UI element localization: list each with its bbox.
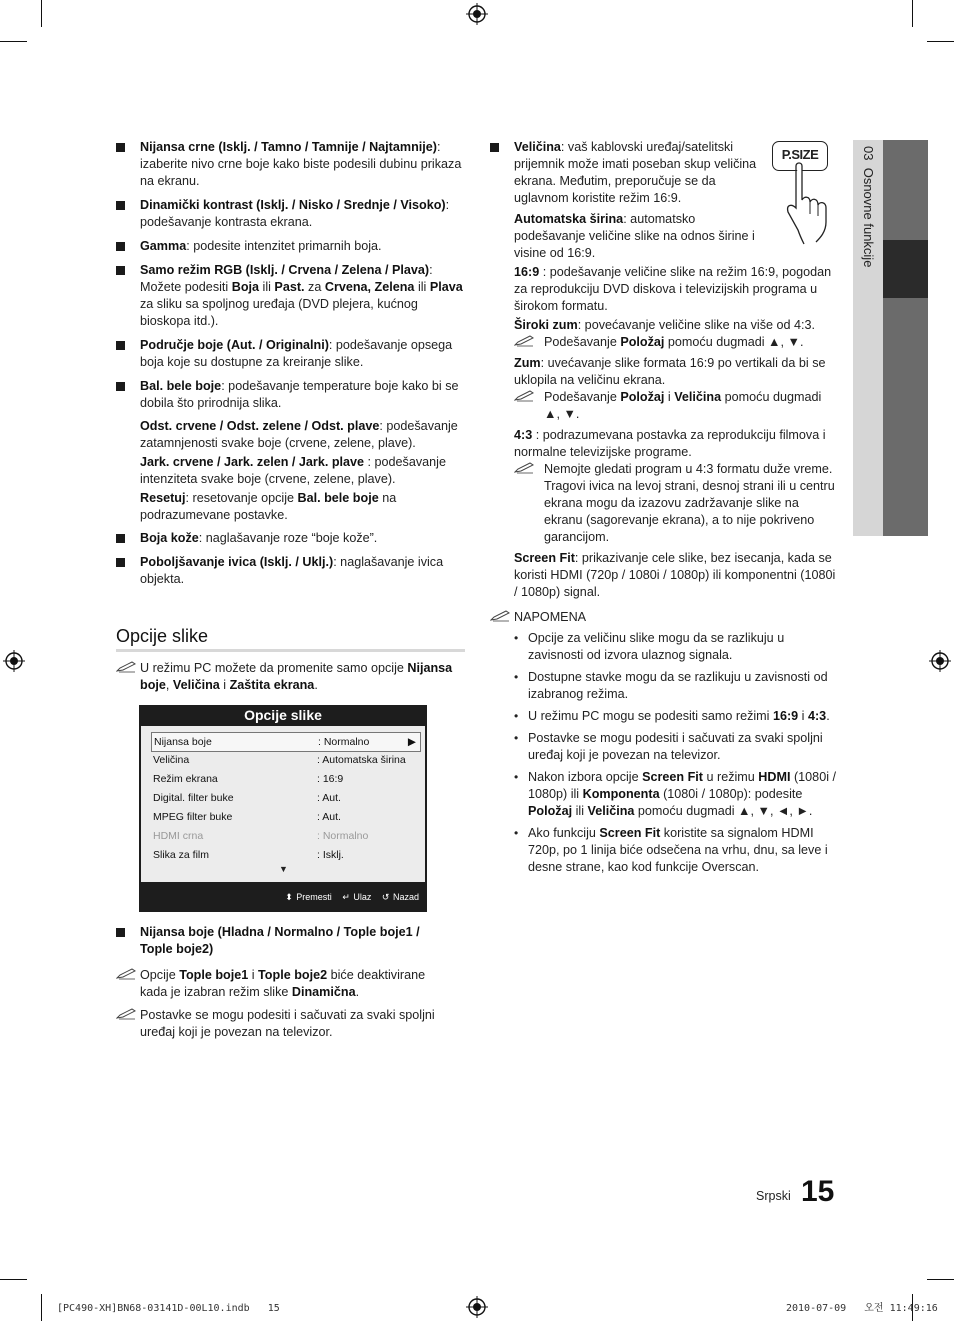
- list-item: Veličina: vaš kablovski uređaj/satelitski prijemnik može imati poseban skup veličina ekrana. Međutim, preporučuje se da uglavnom koristite režim 16:9.: [490, 139, 762, 207]
- left-lower: [116, 924, 446, 1047]
- note: Opcije Tople boje1 i Tople boje2 biće deaktivirane kada je izabran režim slike Dinamična.: [116, 967, 446, 1001]
- note-pencil-icon: [116, 1008, 136, 1020]
- bullet-square-icon: [116, 143, 125, 152]
- registration-mark-icon: [466, 3, 488, 25]
- enter-icon: ↵: [342, 892, 350, 902]
- osd-list: [141, 726, 425, 882]
- right-column: [490, 139, 836, 881]
- bullet-square-icon: [116, 928, 125, 937]
- list-item: Nijansa crne (Isklj. / Tamno / Tamnije / Najtamnije): izaberite nivo crne boje kako biste podesili dubinu prikaza na ekranu.: [116, 139, 464, 190]
- list-item: • Opcije za veličinu slike mogu da se razlikuju u zavisnosti od izvora ulaznog signala.: [514, 630, 836, 664]
- note-pencil-icon: [514, 390, 534, 402]
- bullet-square-icon: [116, 341, 125, 350]
- list-item: Gamma: podesite intenzitet primarnih boja.: [116, 238, 464, 255]
- crop-mark: [41, 0, 42, 27]
- osd-item-mpeg-filter[interactable]: MPEG filter buke : Aut.: [153, 811, 341, 823]
- sub-item: Jark. crvene / Jark. zelen / Jark. plave : podešavanje intenziteta svake boje (crvene, zelene, plave).: [140, 455, 446, 486]
- language-label: Srpski: [756, 1189, 791, 1203]
- note-list: [514, 630, 836, 876]
- crop-mark: [912, 0, 913, 27]
- sub-item: Resetuj: resetovanje opcije Bal. bele boje na podrazumevane postavke.: [140, 491, 397, 522]
- note-pencil-icon: [116, 968, 136, 980]
- registration-mark-icon: [929, 650, 951, 672]
- list-item: • Dostupne stavke mogu da se razlikuju u zavisnosti od izabranog režima.: [514, 669, 836, 703]
- note: Postavke se mogu podesiti i sačuvati za svaki spoljni uređaj koji je povezan na televizor.: [116, 1007, 446, 1041]
- bullet-square-icon: [116, 558, 125, 567]
- osd-menu: [139, 705, 427, 912]
- list-item: • U režimu PC mogu se podesiti samo režimi 16:9 i 4:3.: [514, 708, 836, 725]
- list-item: • Nakon izbora opcije Screen Fit u režimu HDMI (1080i / 1080p) ili Komponenta (1080i / 1080p): podesite Položaj ili Veličina pomoću dugmadi ▲, ▼, ◄, ►.: [514, 769, 836, 820]
- osd-item-velicina[interactable]: Veličina : Automatska širina: [153, 754, 406, 766]
- crop-mark: [927, 41, 954, 42]
- sub-note: Podešavanje Položaj pomoću dugmadi ▲, ▼.: [490, 334, 836, 351]
- osd-footer: ⬍ Premesti ↵ Ulaz ↺ Nazad: [285, 892, 419, 902]
- section-title: Opcije slike: [116, 626, 209, 646]
- side-tab-dark: [883, 140, 928, 536]
- crop-mark: [41, 1294, 42, 1321]
- return-icon: ↺: [381, 892, 390, 902]
- note-heading: NAPOMENA: [490, 609, 836, 626]
- side-tab-label: 03 Osnovne funkcije: [861, 146, 876, 268]
- bullet-square-icon: [116, 382, 125, 391]
- list-item: Poboljšavanje ivica (Isklj. / Uklj.): naglašavanje ivica objekta.: [116, 554, 464, 588]
- osd-item-rezim-ekrana[interactable]: Režim ekrana : 16:9: [153, 773, 344, 785]
- sub-note: Nemojte gledati program u 4:3 formatu duže vreme. Tragovi ivica na levoj strani, desnoj strani ili u centru ekrana mogu da izazovu zadržavanje slike na ekranu (sagorevanje ekrana), a to nije pokriveno garancijom.: [490, 461, 836, 546]
- list-item: • Postavke se mogu podesiti i sačuvati za svaki spoljni uređaj koji je povezan na televizor.: [514, 730, 836, 764]
- bullet-square-icon: [116, 266, 125, 275]
- sub-item: 16:9 : podešavanje veličine slike na režim 16:9, pogodan za reprodukciju DVD diskova i televizijskih programa u širokom formatu.: [514, 265, 832, 313]
- crop-mark: [0, 1279, 27, 1280]
- list-item: Boja kože: naglašavanje roze “boje kože”.: [116, 530, 464, 547]
- bullet-square-icon: [490, 143, 499, 152]
- osd-item-hdmi-crna: HDMI crna : Normalno: [153, 830, 369, 842]
- sub-item: Screen Fit: prikazivanje cele slike, bez isecanja, kada se koristi HDMI (720p / 1080i / 1080p) ili komponentni (1080i / 1080p) signal.: [514, 551, 836, 599]
- sub-note: Podešavanje Položaj i Veličina pomoću dugmadi ▲, ▼.: [490, 389, 836, 423]
- psize-button-illustration: P.SIZE: [772, 141, 828, 171]
- note-pencil-icon: [116, 661, 136, 673]
- side-tab-active: [883, 240, 928, 298]
- list-item: Dinamički kontrast (Isklj. / Nisko / Srednje / Visoko): podešavanje kontrasta ekrana.: [116, 197, 464, 231]
- note: U režimu PC možete da promenite samo opcije Nijansa boje, Veličina i Zaštita ekrana.: [116, 660, 464, 694]
- move-icon: ⬍: [285, 892, 293, 902]
- print-date: 2010-07-09 오전 11:49:16: [786, 1303, 938, 1314]
- note-pencil-icon: [514, 462, 534, 474]
- bullet-square-icon: [116, 534, 125, 543]
- page-number: 15: [801, 1175, 835, 1208]
- note-pencil-icon: [514, 335, 534, 347]
- left-column: [116, 139, 464, 595]
- osd-title: Opcije slike: [244, 707, 322, 723]
- note-pencil-icon: [490, 610, 510, 622]
- sub-item: Automatska širina: automatsko podešavanje veličine slike na odnos širine i visine od 16:9.: [514, 212, 755, 260]
- crop-mark: [0, 41, 27, 42]
- crop-mark: [927, 1279, 954, 1280]
- registration-mark-icon: [3, 650, 25, 672]
- bullet-square-icon: [116, 201, 125, 210]
- sub-item: Široki zum: povećavanje veličine slike na više od 4:3.: [514, 318, 816, 332]
- list-item: Samo režim RGB (Isklj. / Crvena / Zelena / Plava): Možete podesiti Boja ili Past. za Crvena, Zelena ili Plava za sliku sa spoljnog uređaja (DVD plejera, kućnog bioskopa itd.).: [116, 262, 464, 330]
- bullet-square-icon: [116, 242, 125, 251]
- sub-item: Zum: uvećavanje slike formata 16:9 po vertikali da bi se uklopila na veličinu ekrana.: [514, 356, 826, 387]
- list-item: Područje boje (Aut. / Originalni): podešavanje opsega boja koje su dostupne za kreiranje slike.: [116, 337, 464, 371]
- arrow-right-icon: ▶: [407, 736, 416, 748]
- sub-item: Odst. crvene / Odst. zelene / Odst. plave: podešavanje zatamnjenosti svake boje (crvene, zelene, plave).: [140, 419, 458, 450]
- scroll-down-icon[interactable]: ▼: [279, 864, 288, 874]
- osd-item-slika-za-film[interactable]: Slika za film : Isklj.: [153, 849, 344, 861]
- osd-item-nijansa-boje[interactable]: Nijansa boje : Normalno ▶: [151, 732, 421, 752]
- list-item: Nijansa boje (Hladna / Normalno / Tople boje1 / Tople boje2): [116, 924, 446, 958]
- section-heading: [116, 625, 465, 652]
- list-item: • Ako funkciju Screen Fit koristite sa signalom HDMI 720p, po 1 linija biće odsečena na vrhu, dnu, sa leve i desne strane, kao kod funkcije Overscan.: [514, 825, 836, 876]
- registration-mark-icon: [466, 1296, 488, 1318]
- osd-item-digital-filter[interactable]: Digital. filter buke : Aut.: [153, 792, 341, 804]
- sub-item: 4:3 : podrazumevana postavka za reprodukciju filmova i normalne televizijske programe.: [514, 428, 826, 459]
- print-file-info: [PC490-XH]BN68-03141D-00L10.indb 15: [57, 1303, 280, 1314]
- list-item: Bal. bele boje: podešavanje temperature boje kako bi se dobila što prirodnija slika.: [116, 378, 464, 412]
